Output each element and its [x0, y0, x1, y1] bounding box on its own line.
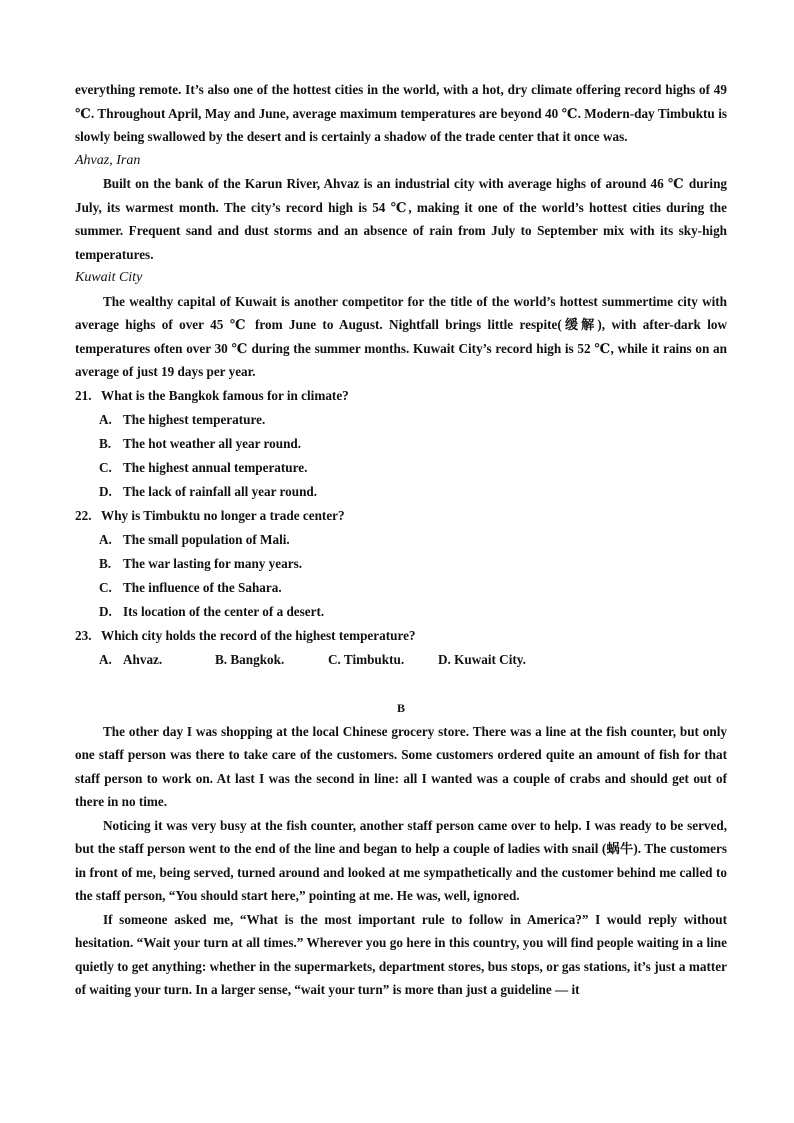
- option-letter: A.: [99, 531, 112, 547]
- ahvaz-paragraph: Built on the bank of the Karun River, Ahvaz is an industrial city with average highs of around 46 ℃ during July, its warmest month. The city’s record high is 54 ℃, making it one of the world’s hottest cities during the summer. Frequent sand and dust storms and an absence of rain from July to September mix with its sky-high temperatures.: [75, 176, 727, 262]
- option-text: The highest temperature.: [123, 411, 266, 427]
- question-21: [75, 384, 727, 504]
- option-letter: C.: [99, 579, 112, 595]
- question-22: [75, 504, 727, 624]
- option-text: Bangkok.: [230, 651, 285, 667]
- option-letter: C.: [328, 651, 341, 667]
- question-number: 22.: [75, 507, 92, 523]
- option-text: The influence of the Sahara.: [123, 579, 282, 595]
- option-d: [99, 600, 727, 624]
- options-row: [99, 648, 727, 672]
- option-c: [99, 456, 727, 480]
- option-letter: A.: [99, 411, 112, 427]
- kuwait-heading: Kuwait City: [75, 270, 143, 285]
- ahvaz-heading: Ahvaz, Iran: [75, 152, 141, 168]
- option-a: [99, 648, 215, 672]
- option-letter: A.: [99, 651, 112, 667]
- option-b: [99, 552, 727, 576]
- option-text: Ahvaz.: [123, 651, 163, 667]
- option-text: The hot weather all year round.: [123, 435, 302, 451]
- option-a: [99, 408, 727, 432]
- option-letter: D.: [99, 603, 112, 619]
- option-a: [99, 528, 727, 552]
- option-letter: D.: [438, 651, 451, 667]
- option-c: [328, 648, 438, 672]
- question-number: 23.: [75, 627, 92, 643]
- question-text: What is the Bangkok famous for in climate?: [101, 387, 349, 403]
- option-text: The lack of rainfall all year round.: [123, 483, 318, 499]
- option-letter: B.: [99, 555, 112, 571]
- option-text: The highest annual temperature.: [123, 459, 308, 475]
- option-text: The war lasting for many years.: [123, 555, 303, 571]
- document-page: [75, 78, 727, 1002]
- option-b: [99, 432, 727, 456]
- option-d: [99, 480, 727, 504]
- timbuktu-paragraph-tail: everything remote. It’s also one of the hottest cities in the world, with a hot, dry climate offering record highs of 49 ℃. Throughout April, May and June, average maximum temperatures are beyond 40 ℃. Modern-day Timbuktu is slowly being swallowed by the desert and is certainly a shadow of the trade center that it once was.: [75, 82, 727, 144]
- option-text: Timbuktu.: [343, 651, 405, 667]
- kuwait-paragraph: The wealthy capital of Kuwait is another competitor for the title of the world’s hottest summertime city with average highs of over 45 ℃ from June to August. Nightfall brings little respite(缓解), with after-dark low temperatures often over 30 ℃ during the summer months. Kuwait City’s record high is 52 ℃, while it rains on an average of just 19 days per year.: [75, 293, 727, 379]
- section-b-paragraph-2: Noticing it was very busy at the fish counter, another staff person came over to help. I was ready to be served, but the staff person went to the end of the line and began to help a couple of ladies with snail (蜗牛). The customers in front of me, being served, turned around and looked at me sympathetically and the customer behind me called to the staff person, “You should start here,” pointing at me. He was, well, ignored.: [75, 817, 727, 903]
- question-text: Why is Timbuktu no longer a trade center?: [101, 507, 345, 523]
- option-text: Its location of the center of a desert.: [123, 603, 325, 619]
- option-letter: C.: [99, 459, 112, 475]
- question-stem: [75, 384, 727, 408]
- option-letter: B.: [215, 651, 228, 667]
- section-b-paragraph-3: If someone asked me, “What is the most important rule to follow in America?” I would reply without hesitation. “Wait your turn at all times.” Wherever you go here in this country, you will find people waiting in a line quietly to get anything: whether in the supermarkets, department stores, bus stops, or gas stations, it’s just a matter of waiting your turn. In a larger sense, “wait your turn” is more than just a guideline — it: [75, 911, 727, 997]
- option-letter: D.: [99, 483, 112, 499]
- option-letter: B.: [99, 435, 112, 451]
- option-text: The small population of Mali.: [123, 531, 290, 547]
- question-stem: [75, 624, 727, 648]
- question-number: 21.: [75, 387, 92, 403]
- option-b: [215, 648, 328, 672]
- option-c: [99, 576, 727, 600]
- option-text: Kuwait City.: [454, 651, 526, 667]
- section-b-title: B: [396, 700, 405, 715]
- question-text: Which city holds the record of the highest temperature?: [101, 627, 416, 643]
- option-d: [438, 648, 526, 672]
- question-stem: [75, 504, 727, 528]
- section-b-paragraph-1: The other day I was shopping at the local Chinese grocery store. There was a line at the fish counter, but only one staff person was there to take care of the customers. Some customers ordered quite an amount of fish for that staff person to work on. At last I was the second in line: all I wanted was a couple of crabs and should get out of there in no time.: [75, 723, 727, 809]
- question-23: [75, 624, 727, 672]
